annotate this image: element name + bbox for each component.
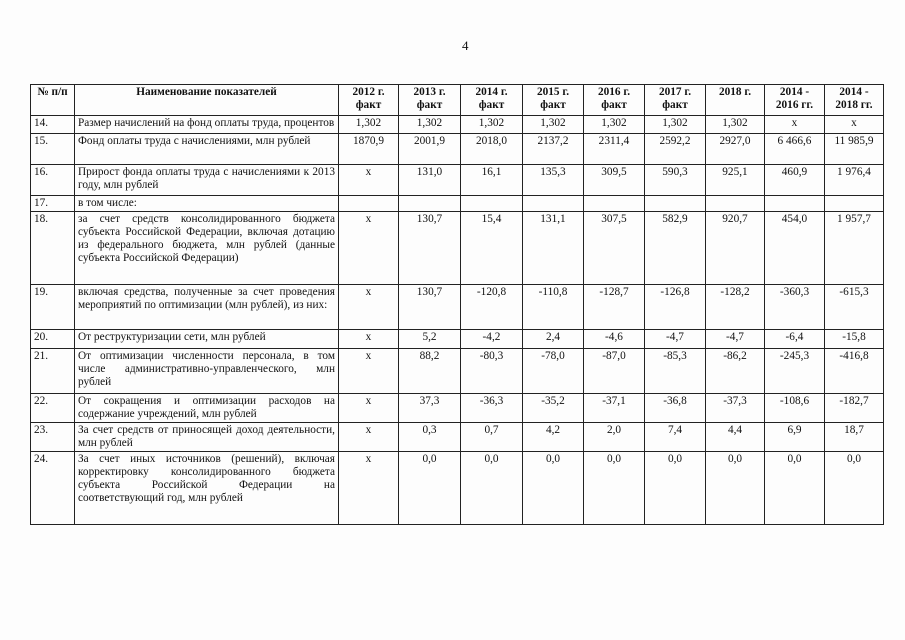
value-cell: -128,7 (584, 285, 645, 330)
value-cell: 2001,9 (399, 134, 461, 165)
value-cell: 0,7 (461, 423, 523, 452)
value-cell: 2,0 (584, 423, 645, 452)
value-cell: х (339, 330, 399, 349)
indicator-name: включая средства, полученные за счет проведения мероприятий по оптимизации (млн рублей), из них: (75, 285, 339, 330)
value-cell: 16,1 (461, 165, 523, 196)
table-row (31, 330, 884, 349)
value-cell: х (339, 285, 399, 330)
indicator-name: От оптимизации численности персонала, в том числе административно-управленческого, млн рублей (75, 349, 339, 394)
value-cell: 0,0 (706, 452, 765, 525)
row-number: 16. (31, 165, 75, 196)
table-row (31, 285, 884, 330)
value-cell: -37,3 (706, 394, 765, 423)
value-cell: 6,9 (765, 423, 825, 452)
value-cell: -126,8 (645, 285, 706, 330)
value-cell (461, 196, 523, 212)
value-cell: 1,302 (523, 116, 584, 134)
header-2018: 2018 г. (706, 85, 765, 116)
value-cell: 6 466,6 (765, 134, 825, 165)
value-cell: 7,4 (645, 423, 706, 452)
value-cell (584, 196, 645, 212)
value-cell: -36,8 (645, 394, 706, 423)
value-cell: -78,0 (523, 349, 584, 394)
value-cell: 0,0 (399, 452, 461, 525)
table-row (31, 423, 884, 452)
value-cell: -182,7 (825, 394, 884, 423)
value-cell: -85,3 (645, 349, 706, 394)
value-cell: -87,0 (584, 349, 645, 394)
table-row (31, 196, 884, 212)
indicator-name: За счет иных источников (решений), включая корректировку консолидированного бюджета субъекта Российской Федерации на соответствующий год, млн рублей (75, 452, 339, 525)
value-cell: -35,2 (523, 394, 584, 423)
value-cell: 2927,0 (706, 134, 765, 165)
value-cell: х (339, 423, 399, 452)
value-cell: -4,2 (461, 330, 523, 349)
value-cell: -615,3 (825, 285, 884, 330)
value-cell: 5,2 (399, 330, 461, 349)
value-cell: 920,7 (706, 212, 765, 285)
value-cell: -416,8 (825, 349, 884, 394)
indicator-name: Прирост фонда оплаты труда с начислениями к 2013 году, млн рублей (75, 165, 339, 196)
value-cell: -245,3 (765, 349, 825, 394)
row-number: 20. (31, 330, 75, 349)
indicator-name: за счет средств консолидированного бюджета субъекта Российской Федерации, включая дотацию из федерального бюджета, млн рублей (данные субъекта Российской Федерации) (75, 212, 339, 285)
value-cell: 2,4 (523, 330, 584, 349)
row-number: 18. (31, 212, 75, 285)
header-2012: 2012 г. факт (339, 85, 399, 116)
indicator-name: Фонд оплаты труда с начислениями, млн рублей (75, 134, 339, 165)
value-cell: 130,7 (399, 285, 461, 330)
value-cell: х (339, 165, 399, 196)
value-cell: 1,302 (399, 116, 461, 134)
value-cell: 11 985,9 (825, 134, 884, 165)
table-header-row (31, 85, 884, 116)
value-cell: 1 957,7 (825, 212, 884, 285)
value-cell: 2311,4 (584, 134, 645, 165)
value-cell: 309,5 (584, 165, 645, 196)
row-number: 22. (31, 394, 75, 423)
row-number: 14. (31, 116, 75, 134)
header-num: № п/п (31, 85, 75, 116)
value-cell: 130,7 (399, 212, 461, 285)
table-row (31, 165, 884, 196)
header-2017: 2017 г. факт (645, 85, 706, 116)
value-cell: х (765, 116, 825, 134)
value-cell: х (339, 394, 399, 423)
row-number: 19. (31, 285, 75, 330)
value-cell: 590,3 (645, 165, 706, 196)
indicator-name: От реструктуризации сети, млн рублей (75, 330, 339, 349)
value-cell: -360,3 (765, 285, 825, 330)
value-cell: 460,9 (765, 165, 825, 196)
value-cell: 2137,2 (523, 134, 584, 165)
value-cell: х (339, 212, 399, 285)
value-cell: -108,6 (765, 394, 825, 423)
row-number: 15. (31, 134, 75, 165)
value-cell: 1870,9 (339, 134, 399, 165)
value-cell: 454,0 (765, 212, 825, 285)
page-number: 4 (462, 38, 469, 53)
value-cell: -6,4 (765, 330, 825, 349)
table-row (31, 116, 884, 134)
value-cell: х (825, 116, 884, 134)
value-cell: -37,1 (584, 394, 645, 423)
indicator-name: За счет средств от приносящей доход деятельности, млн рублей (75, 423, 339, 452)
indicators-table (30, 84, 884, 525)
value-cell: 0,0 (825, 452, 884, 525)
table-row (31, 212, 884, 285)
value-cell: х (339, 349, 399, 394)
value-cell: х (339, 452, 399, 525)
value-cell (399, 196, 461, 212)
value-cell: 131,0 (399, 165, 461, 196)
row-number: 21. (31, 349, 75, 394)
value-cell: 4,2 (523, 423, 584, 452)
value-cell: 131,1 (523, 212, 584, 285)
table-row (31, 349, 884, 394)
value-cell: 135,3 (523, 165, 584, 196)
value-cell: 1,302 (584, 116, 645, 134)
value-cell: -120,8 (461, 285, 523, 330)
value-cell: 0,0 (523, 452, 584, 525)
row-number: 24. (31, 452, 75, 525)
value-cell: 18,7 (825, 423, 884, 452)
value-cell: 0,3 (399, 423, 461, 452)
value-cell: 925,1 (706, 165, 765, 196)
value-cell: 15,4 (461, 212, 523, 285)
header-2013: 2013 г. факт (399, 85, 461, 116)
table-row (31, 452, 884, 525)
value-cell: 307,5 (584, 212, 645, 285)
value-cell: 2592,2 (645, 134, 706, 165)
header-2014-2016: 2014 - 2016 гг. (765, 85, 825, 116)
value-cell: 4,4 (706, 423, 765, 452)
value-cell: -36,3 (461, 394, 523, 423)
value-cell (339, 196, 399, 212)
value-cell: 1,302 (706, 116, 765, 134)
value-cell: 1,302 (461, 116, 523, 134)
value-cell: 0,0 (645, 452, 706, 525)
value-cell: 1,302 (339, 116, 399, 134)
value-cell: 37,3 (399, 394, 461, 423)
header-2014: 2014 г. факт (461, 85, 523, 116)
value-cell: -110,8 (523, 285, 584, 330)
value-cell: 0,0 (461, 452, 523, 525)
header-2015: 2015 г. факт (523, 85, 584, 116)
value-cell: 0,0 (584, 452, 645, 525)
value-cell: 1,302 (645, 116, 706, 134)
value-cell: -4,6 (584, 330, 645, 349)
value-cell (825, 196, 884, 212)
value-cell (645, 196, 706, 212)
header-2016: 2016 г. факт (584, 85, 645, 116)
value-cell: -128,2 (706, 285, 765, 330)
value-cell: -80,3 (461, 349, 523, 394)
indicator-name: От сокращения и оптимизации расходов на содержание учреждений, млн рублей (75, 394, 339, 423)
value-cell: -15,8 (825, 330, 884, 349)
value-cell: 88,2 (399, 349, 461, 394)
value-cell (706, 196, 765, 212)
row-number: 17. (31, 196, 75, 212)
value-cell (765, 196, 825, 212)
indicator-name: Размер начислений на фонд оплаты труда, процентов (75, 116, 339, 134)
value-cell (523, 196, 584, 212)
value-cell: 582,9 (645, 212, 706, 285)
table-row (31, 134, 884, 165)
row-number: 23. (31, 423, 75, 452)
value-cell: -4,7 (706, 330, 765, 349)
value-cell: 2018,0 (461, 134, 523, 165)
value-cell: -86,2 (706, 349, 765, 394)
table-row (31, 394, 884, 423)
indicator-name: в том числе: (75, 196, 339, 212)
header-2014-2018: 2014 - 2018 гг. (825, 85, 884, 116)
header-name: Наименование показателей (75, 85, 339, 116)
value-cell: 1 976,4 (825, 165, 884, 196)
value-cell: 0,0 (765, 452, 825, 525)
value-cell: -4,7 (645, 330, 706, 349)
